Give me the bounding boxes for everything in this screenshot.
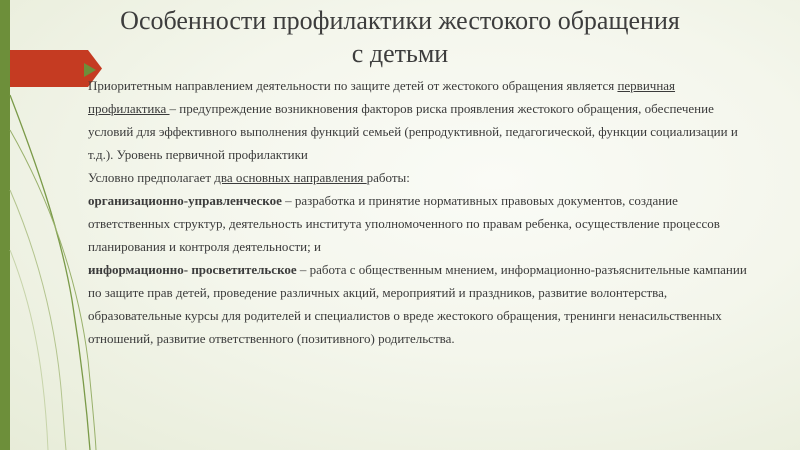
- text-run: – работа с общественным мнением, информационно-разъяснительные кампании по защите прав детей, проведение различных акций, мероприятий и праздников, развитие волонтерства, образовательные курсы для родителей и специалистов о вреде жестокого обращения, тренинги ненасильственных отношений, развитие ответственного (позитивного) родительства.: [88, 262, 747, 346]
- paragraph-informational: [88, 258, 748, 350]
- text-run: работы:: [366, 170, 410, 185]
- slide-body: [88, 74, 748, 350]
- underlined-term-primary-prevention: первичная профилактика: [88, 78, 676, 116]
- text-run: Приоритетным направлением деятельности по защите детей от жестокого обращения является: [88, 78, 618, 93]
- bold-term-informational: информационно- просветительское: [88, 262, 297, 277]
- text-run: Условно предполагает: [88, 170, 215, 185]
- slide-title: Особенности профилактики жестокого обращения с детьми: [120, 6, 680, 68]
- text-run: – разработка и принятие нормативных правовых документов, создание ответственных структур, деятельность института уполномоченного по правам ребенка, осуществление процессов планирования и контроля деятельности; и: [88, 193, 720, 254]
- bold-term-organizational: организационно-управленческое: [88, 193, 282, 208]
- paragraph-organizational: [88, 189, 748, 258]
- paragraph-priority: [88, 74, 748, 166]
- underlined-term-two-directions: два основных направления: [214, 170, 367, 185]
- text-run: – предупреждение возникновения факторов риска проявления жестокого обращения, обеспечение условий для эффективного выполнения функций семьей (репродуктивной, педагогической, функции социализации и т.д.). Уровень первичной профилактики: [88, 101, 738, 162]
- paragraph-directions: [88, 166, 748, 189]
